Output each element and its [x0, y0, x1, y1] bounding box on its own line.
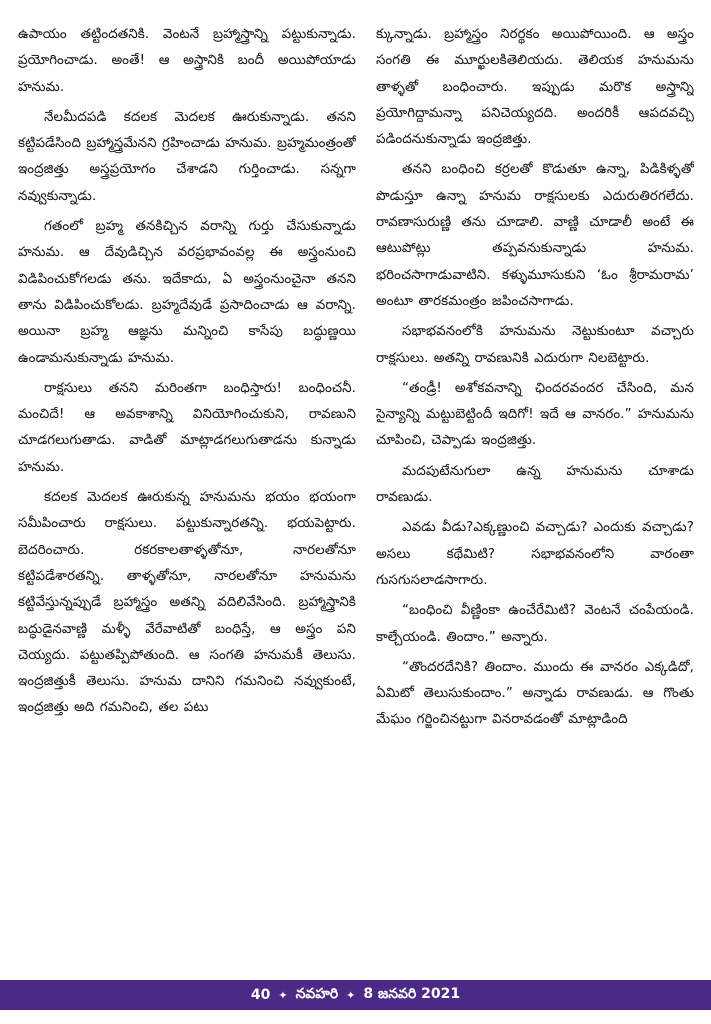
star-icon: ✦ — [346, 988, 356, 1002]
page-footer — [0, 980, 711, 1010]
paragraph: ఉపాయం తట్టిందతనికి. వెంటనే బ్రహ్మాస్త్రాన్ని పట్టుకున్నాడు. ప్రయోగించాడు. అంతే! ఆ అస్త్రానికి బందీ అయిపోయాడు హనుమ. — [18, 27, 356, 95]
paragraph: రాక్షసులు తనని మరింతగా బంధిస్తారు! బంధించనీ. మంచిదే! ఆ అవకాశాన్ని వినియోగించుకుని, రావణుని చూడగలుగుతాడు. వాడితో మాట్లాడగలుగుతాడను కున్నాడు హనుమ. — [18, 380, 356, 475]
magazine-name: నవహరి — [295, 985, 339, 1002]
paragraph: కదలక మెదలక ఊరుకున్న హనుమను భయం భయంగా సమీపించారు రాక్షసులు. పట్టుకున్నారతన్ని. భయపెట్టారు. బెదరించారు. రకరకాలతాళ్ళతోనూ, నారలతోనూ కట్టిపడేశారతన్ని. తాళ్ళతోనూ, నారలతోనూ హనుమను కట్టివేస్తున్నప్పుడే బ్రహ్మాస్త్రం అతన్ని వదిలివేసింది. బ్రహ్మాస్త్రానికి బద్ధుడైనవాణ్ణి మళ్ళీ వేరేవాటితో బంధిస్తే, ఆ అస్త్రం పని చెయ్యదు. పట్టుతప్పిపోతుంది. ఆ సంగతి హనుమకీ తెలుసు. ఇంద్రజిత్తుకీ తెలుసు. హనుమ దానిని గమనించి నవ్వుకుంటే, ఇంద్రజిత్తు అది గమనించి, తల పటు — [18, 490, 356, 716]
paragraph: ఎవడు వీడు?ఎక్కణ్ణుంచి వచ్చాడు? ఎందుకు వచ్చాడు? అసలు కథేమిటి? సభాభవనంలోని వారంతా గుసగుసలాడసాగారు. — [376, 520, 694, 588]
paragraph: తనని బంధించి కర్రలతో కొడుతూ ఉన్నా, పిడికిళ్ళతో పొడుస్తూ ఉన్నా హనుమ రాక్షసులకు ఎదురుతిరగలేదు. రావణాసురుణ్ణి తను చూడాలి. వాణ్ణి చూడాలీ అంటే ఈ ఆటుపోట్లు తప్పవనుకున్నాడు హనుమ. భరించసాగాడువాటిని. కళ్ళుమూసుకుని ‘ఓం శ్రీరామరామ’ అంటూ తారకమంత్రం జపించసాగాడు. — [376, 162, 694, 309]
left-column — [18, 22, 356, 962]
paragraph: సభాభవనంలోకి హనుమను నెట్టుకుంటూ వచ్చారు రాక్షసులు. అతన్ని రావణునికి ఎదురుగా నిలబెట్టారు. — [376, 324, 694, 366]
paragraph: మదపుటేనుగులా ఉన్న హనుమను చూశాడు రావణుడు. — [376, 463, 694, 506]
issue-date: 8 జనవరి 2021 — [363, 985, 461, 1002]
paragraph: “బంధించి వీణ్ణింకా ఉంచేరేమిటి? వెంటనే చంపేయండి. కాల్చేయండి. తిందాం.” అన్నారు. — [376, 603, 694, 645]
star-icon: ✦ — [278, 988, 288, 1002]
paragraph: “తొందరదేనికి? తిందాం. ముందు ఈ వానరం ఎక్కడిదో, ఏమిటో తెలుసుకుందాం.” అన్నాడు రావణుడు. ఆ గొంతు మేఘం గర్జించినట్టుగా వినరావడంతో మాట్లాడింది — [376, 659, 694, 728]
paragraph: క్కున్నాడు. బ్రహ్మాస్త్రం నిరర్థకం అయిపోయింది. ఆ అస్త్రం సంగతి ఈ మూర్ఖులకితెలియదు. తెలియక హనుమను తాళ్ళతో బంధించారు. ఇప్పుడు మరొక అస్త్రాన్ని ప్రయోగిద్దామన్నా పనిచెయ్యదది. అందరికీ ఆపదవచ్చి పడిందనుకున్నాడు ఇంద్రజిత్తు. — [376, 27, 694, 148]
paragraph: గతంలో బ్రహ్మ తనకిచ్చిన వరాన్ని గుర్తు చేసుకున్నాడు హనుమ. ఆ దేవుడిచ్చిన వరప్రభావంవల్ల ఈ అస్త్రంనుంచి విడిపించుకోగలడు తను. ఇదేకాదు, ఏ అస్త్రంనుంచైనా తనని తాను విడిపించుకోలడు. బ్రహ్మదేవుడే ప్రసాదించాడు ఆ వరాన్ని. అయినా బ్రహ్మ ఆజ్ఞను మన్నించి కాసేపు బద్ధుణ్ణయి ఉండామనుకున్నాడు హనుమ. — [18, 219, 356, 366]
page-number: 40 — [250, 987, 271, 1003]
paragraph: నేలమీదపడి కదలక మెదలక ఊరుకున్నాడు. తనని కట్టిపడేసింది బ్రహ్మాస్త్రమేనని గ్రహించాడు హనుమ. బ్రహ్మమంత్రంతో ఇంద్రజిత్తు అస్త్రప్రయోగం చేశాడని గుర్తించాడు. సన్నగా నవ్వుకున్నాడు. — [18, 109, 356, 204]
right-column — [376, 22, 694, 962]
paragraph: “తండ్రీ! అశోకవనాన్ని ఛిందరవందర చేసింది, మన సైన్యాన్ని మట్టుబెట్టిందీ ఇదిగో! ఇదే ఆ వానరం.” హనుమను చూపించి, చెప్పాడు ఇంద్రజిత్తు. — [376, 380, 694, 449]
